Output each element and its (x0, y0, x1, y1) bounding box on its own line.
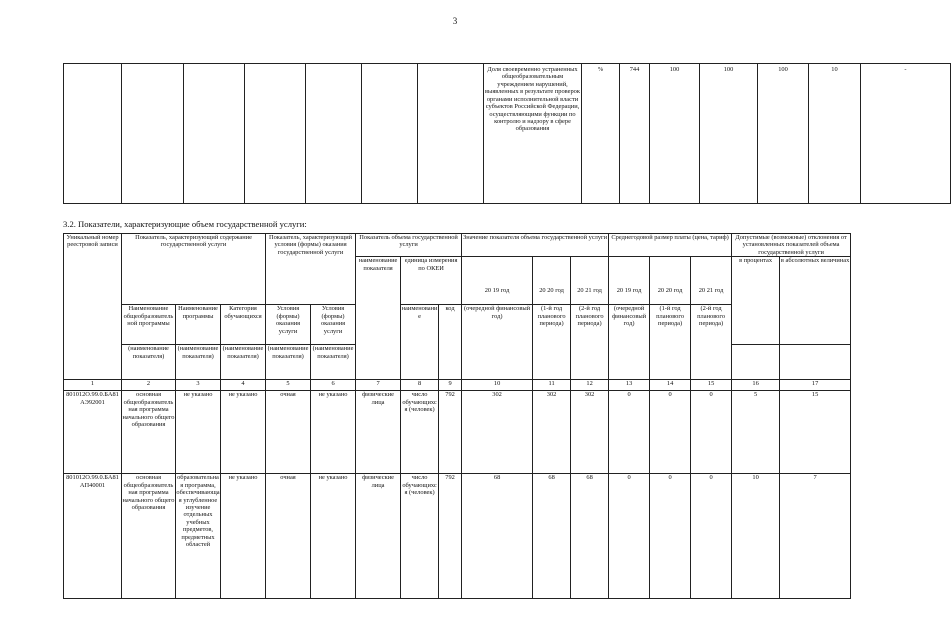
header-unit-name: наименование (401, 305, 439, 380)
col-number: 12 (571, 380, 609, 391)
volume-name-cell: физические лица (356, 474, 401, 599)
col-number: 17 (780, 380, 851, 391)
value-cell: 100 (650, 64, 700, 204)
header-value-group: Значение показателя объема государственной услуги (462, 234, 609, 257)
header-content-2: Наименование программы (176, 305, 221, 345)
header-content-2-sub: (наименование показателя) (176, 345, 221, 380)
header-deviation-abs: в абсолютных величинах (780, 257, 851, 345)
col-number: 7 (356, 380, 401, 391)
cell-empty (362, 64, 418, 204)
header-conditions-group: Показатель, характеризующий условия (формы) оказания государственной услуги (266, 234, 356, 305)
section-title: 3.2. Показатели, характеризующие объем государственной услуги: (63, 219, 307, 229)
col-number: 9 (439, 380, 462, 391)
cell-empty (780, 345, 851, 380)
deviation-pct-cell: 5 (732, 391, 780, 474)
cell-empty (184, 64, 245, 204)
column-number-row (64, 380, 851, 391)
header-price-group: Среднегодовой размер платы (цена, тариф) (609, 234, 732, 257)
header-year-3-sub: (2-й год планового периода) (571, 305, 609, 380)
cell-empty (306, 64, 362, 204)
reg-no-cell: 801012О.99.0.БА81АП40001 (64, 474, 122, 599)
price-cell: 0 (650, 474, 691, 599)
page-number: 3 (452, 16, 458, 26)
header-volume-name: наименование показателя (356, 257, 401, 380)
col-number: 1 (64, 380, 122, 391)
table-row (64, 64, 951, 204)
deviation-abs-cell: 7 (780, 474, 851, 599)
header-deviation-group: Допустимые (возможные) отклонения от установленных показателей объема государственной услуги (732, 234, 851, 257)
header-row (64, 234, 851, 257)
reg-no-cell: 801012О.99.0.БА81АЭ92001 (64, 391, 122, 474)
value-cell: 302 (571, 391, 609, 474)
unit-code-cell: 792 (439, 474, 462, 599)
header-content-1-sub: (наименование показателя) (122, 345, 176, 380)
indicator-name-cell: Доля своевременно устраненных общеобразовательным учреждением нарушений, выявленных в результате проверок органами исполнительной власти субъектов Российской Федерации, осуществляющими функции по контролю и надзору в сфере образования (484, 64, 582, 204)
value-cell: 68 (462, 474, 533, 599)
condition-1-cell: очная (266, 474, 311, 599)
header-content-3-sub: (наименование показателя) (221, 345, 266, 380)
unit-cell: % (582, 64, 620, 204)
content-2-cell: не указано (176, 391, 221, 474)
col-number: 16 (732, 380, 780, 391)
content-3-cell: не указано (221, 391, 266, 474)
header-price-year-1: 20 19 год (609, 257, 650, 305)
header-deviation-pct: в процентах (732, 257, 780, 345)
content-2-cell: образовательная программа, обеспечивающая углубленное изучение отдельных учебных предметов, предметных областей (176, 474, 221, 599)
header-price-year-2: 20 20 год (650, 257, 691, 305)
cell-empty (64, 64, 122, 204)
col-number: 3 (176, 380, 221, 391)
price-cell: 0 (609, 474, 650, 599)
cell-empty (122, 64, 184, 204)
value-cell: 68 (571, 474, 609, 599)
condition-2-cell: не указано (311, 391, 356, 474)
col-number: 6 (311, 380, 356, 391)
price-cell: 0 (691, 391, 732, 474)
header-volume-group: Показатель объема государственной услуги (356, 234, 462, 257)
header-unit-code: код (439, 305, 462, 380)
header-content-group: Показатель, характеризующий содержание государственной услуги (122, 234, 266, 305)
header-year-1-sub: (очередной финансовый год) (462, 305, 533, 380)
value-cell: 302 (462, 391, 533, 474)
value-cell: 68 (533, 474, 571, 599)
header-price-year-2-sub: (1-й год планового периода) (650, 305, 691, 380)
col-number: 11 (533, 380, 571, 391)
condition-1-cell: очная (266, 391, 311, 474)
cell-empty (418, 64, 484, 204)
unit-name-cell: число обучающихся (человек) (401, 391, 439, 474)
cell-empty (732, 345, 780, 380)
unit-name-cell: число обучающихся (человек) (401, 474, 439, 599)
header-content-1: Наименование общеобразовательной программы (122, 305, 176, 345)
header-price-year-1-sub: (очередной финансовый год) (609, 305, 650, 380)
col-number: 4 (221, 380, 266, 391)
col-number: 10 (462, 380, 533, 391)
volume-name-cell: физические лица (356, 391, 401, 474)
deviation-abs-cell: - (861, 64, 951, 204)
header-year-2: 20 20 год (533, 257, 571, 305)
header-year-1: 20 19 год (462, 257, 533, 305)
header-year-3: 20 21 год (571, 257, 609, 305)
header-content-3: Категория обучающихся (221, 305, 266, 345)
header-price-year-3: 20 21 год (691, 257, 732, 305)
header-price-year-3-sub: (2-й год планового периода) (691, 305, 732, 380)
col-number: 14 (650, 380, 691, 391)
col-number: 5 (266, 380, 311, 391)
content-1-cell: основная общеобразовательная программа начального общего образования (122, 391, 176, 474)
table-row (64, 474, 851, 599)
header-condition-2-sub: (наименование показателя) (311, 345, 356, 380)
deviation-pct-cell: 10 (809, 64, 861, 204)
header-year-2-sub: (1-й год планового периода) (533, 305, 571, 380)
col-number: 15 (691, 380, 732, 391)
condition-2-cell: не указано (311, 474, 356, 599)
price-cell: 0 (691, 474, 732, 599)
header-volume-unit: единица измерения по ОКЕИ (401, 257, 462, 305)
deviation-abs-cell: 15 (780, 391, 851, 474)
quality-indicators-table-continuation (63, 63, 951, 204)
header-reg-no: Уникальный номер реестровой записи (64, 234, 122, 380)
deviation-pct-cell: 10 (732, 474, 780, 599)
col-number: 8 (401, 380, 439, 391)
value-cell: 302 (533, 391, 571, 474)
header-condition-1-sub: (наименование показателя) (266, 345, 311, 380)
header-condition-2: Условия (формы) оказания услуги (311, 305, 356, 345)
volume-indicators-table (63, 233, 851, 599)
value-cell: 100 (700, 64, 758, 204)
okei-code-cell: 744 (620, 64, 650, 204)
content-1-cell: основная общеобразовательная программа начального общего образования (122, 474, 176, 599)
col-number: 13 (609, 380, 650, 391)
cell-empty (245, 64, 306, 204)
header-condition-1: Условия (формы) оказания услуги (266, 305, 311, 345)
unit-code-cell: 792 (439, 391, 462, 474)
content-3-cell: не указано (221, 474, 266, 599)
col-number: 2 (122, 380, 176, 391)
table-row (64, 391, 851, 474)
value-cell: 100 (758, 64, 809, 204)
price-cell: 0 (609, 391, 650, 474)
price-cell: 0 (650, 391, 691, 474)
